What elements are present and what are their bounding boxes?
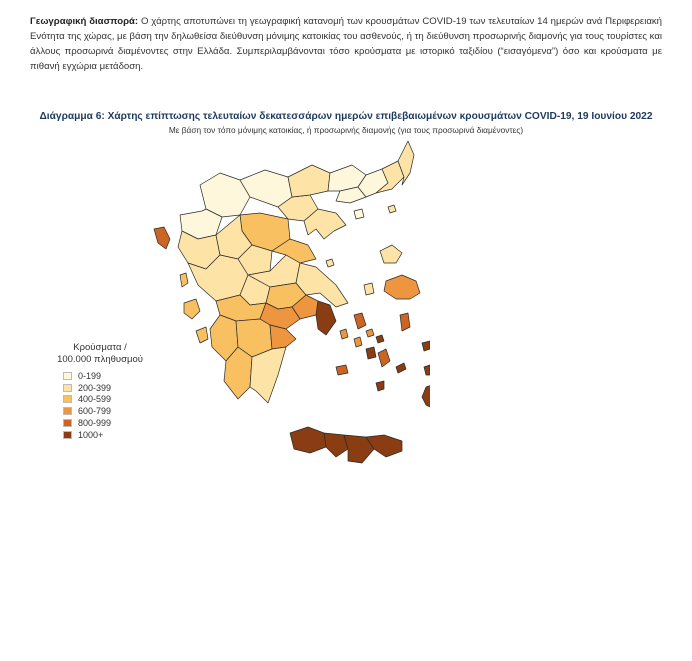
legend-item [63, 370, 160, 382]
legend-swatch [63, 407, 72, 415]
region-lesvos [384, 275, 420, 299]
region-chios [400, 313, 410, 331]
greece-map [140, 135, 430, 475]
legend-item [63, 429, 160, 441]
legend-swatch [63, 431, 72, 439]
legend-items [40, 370, 160, 441]
chart-subtitle: Με βάση τον τόπο μόνιμης κατοικίας, ή προσωρινής διαμονής (για τους προσωρινά διαμένοντες) [168, 125, 524, 135]
region-cyclades-mykonos [376, 335, 384, 343]
region-samothraki [388, 205, 396, 213]
legend-label: 400-599 [78, 394, 112, 405]
region-zakynthos [196, 327, 208, 343]
region-rhodes [422, 383, 430, 409]
legend-item [63, 417, 160, 429]
region-skyros [364, 283, 374, 295]
legend-label: 600-799 [78, 406, 112, 417]
region-cyclades-andros [354, 313, 366, 329]
legend-label: 1000+ [78, 429, 104, 440]
region-lefkada [180, 273, 188, 287]
region-samos [422, 341, 430, 351]
region-lakonia [250, 347, 286, 403]
chart-title: Διάγραμμα 6: Χάρτης επίπτωσης τελευταίων δεκατεσσάρων ημερών επιβεβαιωμένων κρουσμάτων COVID-19, 19 Ιουνίου 2022 [39, 111, 653, 122]
legend-swatch [63, 384, 72, 392]
region-attica-central [316, 301, 336, 335]
legend-title-line2: 100.000 πληθυσμού [57, 354, 143, 365]
legend-label: 0-199 [78, 370, 102, 381]
map-legend [40, 342, 160, 441]
intro-paragraph [30, 14, 662, 74]
region-cyclades-milos [336, 365, 348, 375]
region-cyclades-syros [354, 337, 362, 347]
region-argolida [270, 325, 296, 349]
region-crete-chania [290, 427, 326, 453]
legend-label: 200-399 [78, 382, 112, 393]
legend-item [63, 382, 160, 394]
region-kefalonia [184, 299, 200, 319]
region-cyclades-tinos [366, 329, 374, 337]
region-kos [424, 365, 430, 375]
legend-item [63, 405, 160, 417]
region-serres [288, 165, 330, 197]
legend-swatch [63, 419, 72, 427]
region-amorgos [396, 363, 406, 373]
region-lemnos [380, 245, 402, 263]
region-cyclades-naxos [378, 349, 390, 367]
region-cyclades-santorini [376, 381, 384, 391]
region-cyclades-kea [340, 329, 348, 339]
region-corfu [154, 227, 170, 249]
region-cyclades-paros [366, 347, 376, 359]
legend-item [63, 394, 160, 406]
legend-title [40, 342, 160, 366]
legend-title-line1: Κρούσματα / [73, 342, 127, 353]
legend-swatch [63, 372, 72, 380]
legend-swatch [63, 395, 72, 403]
intro-text: Ο χάρτης αποτυπώνει τη γεωγραφική κατανομή των κρουσμάτων COVID-19 των τελευταίων 14 ημερών ανά Περιφερειακή Ενότητα της χώρας, με βάση την δηλωθείσα διεύθυνση μόνιμης κατοικίας του ασθενούς, ή τη διεύθυνση προσωρινής διαμονής για τους τουρίστες και άλλους προσωρινά διαμένοντες στην Ελλάδα. Συμπεριλαμβάνονται τόσο κρούσματα με ιστορικό ταξιδίου (“εισαγόμενα”) όσο και κρούσματα με πιθανή εγχώρια μετάδοση. [30, 16, 662, 72]
region-thasos [354, 209, 364, 219]
legend-label: 800-999 [78, 418, 112, 429]
region-skiathos [326, 259, 334, 267]
intro-label: Γεωγραφική διασπορά: [30, 16, 139, 27]
